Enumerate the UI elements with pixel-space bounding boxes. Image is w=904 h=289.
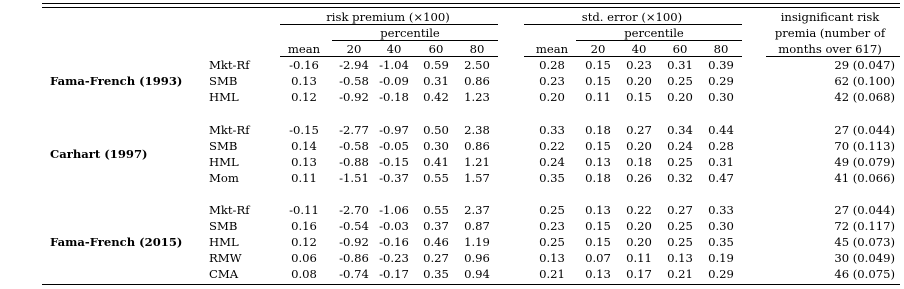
std-error-mean-cell: 0.23 bbox=[539, 219, 565, 233]
std-error-percentile-cell: 0.31 bbox=[708, 155, 734, 169]
insignificant-count-cell: 45 (0.073) bbox=[834, 235, 895, 249]
std-error-percentile-cell: 0.13 bbox=[585, 155, 611, 169]
std-error-percentile-cell: 0.35 bbox=[708, 235, 734, 249]
insignificant-count-cell: 29 (0.047) bbox=[834, 58, 895, 72]
risk-premium-rule bbox=[280, 24, 498, 25]
risk-premium-percentile-cell: -0.23 bbox=[379, 251, 409, 265]
risk-premium-percentile-cell: -0.37 bbox=[379, 171, 409, 185]
risk-premium-percentile-cell: -0.03 bbox=[379, 219, 409, 233]
header-bottom-rule-insig bbox=[766, 56, 900, 57]
factor-label: Mom bbox=[209, 171, 239, 185]
risk-premium-mean-cell: 0.16 bbox=[291, 219, 317, 233]
std-error-percentile-cell: 0.27 bbox=[667, 203, 693, 217]
risk-premium-mean-cell: 0.11 bbox=[291, 171, 317, 185]
risk-premium-percentile-cell: 0.50 bbox=[423, 123, 449, 137]
risk-premium-percentile-cell: -0.58 bbox=[339, 139, 369, 153]
std-error-percentile-cell: 0.33 bbox=[708, 203, 734, 217]
risk-premium-percentile-cell: -0.17 bbox=[379, 267, 409, 281]
col-rp-p40: 40 bbox=[386, 42, 402, 56]
risk-premium-percentile-cell: -2.94 bbox=[339, 58, 369, 72]
std-error-percentile-cell: 0.25 bbox=[667, 155, 693, 169]
risk-premium-percentile-cell: -0.92 bbox=[339, 235, 369, 249]
std-error-percentile-cell: 0.15 bbox=[585, 235, 611, 249]
risk-premium-percentile-cell: -2.70 bbox=[339, 203, 369, 217]
risk-premium-mean-cell: -0.11 bbox=[289, 203, 319, 217]
std-error-percentile-cell: 0.29 bbox=[708, 267, 734, 281]
risk-premium-mean-cell: 0.13 bbox=[291, 74, 317, 88]
col-rp-mean: mean bbox=[287, 42, 321, 56]
top-rule-second bbox=[42, 7, 900, 8]
risk-premium-percentile-cell: 0.86 bbox=[464, 139, 490, 153]
risk-premium-percentile-cell: -0.05 bbox=[379, 139, 409, 153]
std-error-percentile-cell: 0.34 bbox=[667, 123, 693, 137]
std-error-percentile-rule bbox=[576, 40, 742, 41]
std-error-mean-cell: 0.25 bbox=[539, 203, 565, 217]
std-error-percentile-cell: 0.31 bbox=[667, 58, 693, 72]
risk-premium-percentile-cell: -0.54 bbox=[339, 219, 369, 233]
std-error-rule bbox=[524, 24, 742, 25]
insignificant-header-line1: insignificant risk bbox=[780, 10, 880, 24]
risk-premium-percentile-cell: 2.38 bbox=[464, 123, 490, 137]
factor-label: HML bbox=[209, 235, 239, 249]
col-rp-p80: 80 bbox=[469, 42, 485, 56]
std-error-percentile-cell: 0.13 bbox=[667, 251, 693, 265]
insignificant-count-cell: 70 (0.113) bbox=[834, 139, 895, 153]
header-bottom-rule-se bbox=[524, 56, 742, 57]
std-error-percentile-cell: 0.15 bbox=[585, 139, 611, 153]
factor-label: Mkt-Rf bbox=[209, 123, 250, 137]
risk-premium-mean-cell: 0.12 bbox=[291, 235, 317, 249]
std-error-percentile-cell: 0.20 bbox=[667, 90, 693, 104]
std-error-percentile-cell: 0.21 bbox=[667, 267, 693, 281]
std-error-percentile-cell: 0.30 bbox=[708, 90, 734, 104]
risk-premium-percentile-cell: -0.58 bbox=[339, 74, 369, 88]
insignificant-count-cell: 42 (0.068) bbox=[834, 90, 895, 104]
std-error-mean-cell: 0.13 bbox=[539, 251, 565, 265]
risk-premium-percentile-cell: 0.96 bbox=[464, 251, 490, 265]
risk-premium-percentile-cell: 0.37 bbox=[423, 219, 449, 233]
std-error-percentile-cell: 0.28 bbox=[708, 139, 734, 153]
risk-premium-percentile-cell: -0.18 bbox=[379, 90, 409, 104]
risk-premium-header: risk premium (×100) bbox=[326, 10, 450, 24]
risk-premium-percentile-cell: 0.55 bbox=[423, 203, 449, 217]
risk-premium-percentile-label: percentile bbox=[380, 26, 440, 40]
col-rp-p20: 20 bbox=[346, 42, 362, 56]
header-bottom-rule bbox=[280, 56, 498, 57]
col-se-p40: 40 bbox=[631, 42, 647, 56]
std-error-percentile-cell: 0.20 bbox=[626, 139, 652, 153]
std-error-percentile-cell: 0.11 bbox=[585, 90, 611, 104]
std-error-percentile-cell: 0.32 bbox=[667, 171, 693, 185]
std-error-percentile-label: percentile bbox=[624, 26, 684, 40]
std-error-mean-cell: 0.28 bbox=[539, 58, 565, 72]
factor-label: HML bbox=[209, 90, 239, 104]
top-rule bbox=[42, 3, 900, 4]
risk-premium-mean-cell: 0.13 bbox=[291, 155, 317, 169]
std-error-percentile-cell: 0.13 bbox=[585, 267, 611, 281]
risk-premium-percentile-cell: -0.74 bbox=[339, 267, 369, 281]
std-error-percentile-cell: 0.30 bbox=[708, 219, 734, 233]
risk-premium-percentile-rule bbox=[332, 40, 498, 41]
std-error-mean-cell: 0.24 bbox=[539, 155, 565, 169]
risk-premium-mean-cell: 0.12 bbox=[291, 90, 317, 104]
risk-premium-percentile-cell: -0.97 bbox=[379, 123, 409, 137]
std-error-percentile-cell: 0.29 bbox=[708, 74, 734, 88]
col-se-p60: 60 bbox=[672, 42, 688, 56]
factor-label: Mkt-Rf bbox=[209, 203, 250, 217]
risk-premium-percentile-cell: 0.27 bbox=[423, 251, 449, 265]
std-error-percentile-cell: 0.44 bbox=[708, 123, 734, 137]
risk-premium-percentile-cell: 0.94 bbox=[464, 267, 490, 281]
risk-premium-percentile-cell: 0.59 bbox=[423, 58, 449, 72]
model-label: Carhart (1997) bbox=[50, 147, 148, 161]
risk-premium-percentile-cell: 0.87 bbox=[464, 219, 490, 233]
std-error-percentile-cell: 0.15 bbox=[626, 90, 652, 104]
std-error-percentile-cell: 0.18 bbox=[585, 123, 611, 137]
risk-premium-percentile-cell: 0.42 bbox=[423, 90, 449, 104]
std-error-percentile-cell: 0.25 bbox=[667, 74, 693, 88]
insignificant-count-cell: 62 (0.100) bbox=[834, 74, 895, 88]
insignificant-count-cell: 41 (0.066) bbox=[834, 171, 895, 185]
insignificant-count-cell: 27 (0.044) bbox=[834, 123, 895, 137]
std-error-percentile-cell: 0.15 bbox=[585, 58, 611, 72]
risk-premium-percentile-cell: 0.30 bbox=[423, 139, 449, 153]
risk-premium-percentile-cell: 0.31 bbox=[423, 74, 449, 88]
risk-premium-mean-cell: 0.08 bbox=[291, 267, 317, 281]
risk-premium-percentile-cell: 0.35 bbox=[423, 267, 449, 281]
insignificant-header-line3: months over 617) bbox=[778, 42, 882, 56]
std-error-percentile-cell: 0.07 bbox=[585, 251, 611, 265]
risk-premium-percentile-cell: 0.41 bbox=[423, 155, 449, 169]
insignificant-count-cell: 27 (0.044) bbox=[834, 203, 895, 217]
std-error-percentile-cell: 0.26 bbox=[626, 171, 652, 185]
std-error-mean-cell: 0.25 bbox=[539, 235, 565, 249]
risk-premium-percentile-cell: 0.46 bbox=[423, 235, 449, 249]
std-error-percentile-cell: 0.17 bbox=[626, 267, 652, 281]
col-se-mean: mean bbox=[535, 42, 569, 56]
std-error-percentile-cell: 0.11 bbox=[626, 251, 652, 265]
std-error-percentile-cell: 0.23 bbox=[626, 58, 652, 72]
std-error-percentile-cell: 0.22 bbox=[626, 203, 652, 217]
risk-premium-percentile-cell: -0.86 bbox=[339, 251, 369, 265]
risk-premium-percentile-cell: 1.23 bbox=[464, 90, 490, 104]
insignificant-header-line2: premia (number of bbox=[774, 26, 886, 40]
risk-premium-percentile-cell: -1.04 bbox=[379, 58, 409, 72]
factor-label: SMB bbox=[209, 139, 238, 153]
risk-premium-percentile-cell: -0.92 bbox=[339, 90, 369, 104]
std-error-percentile-cell: 0.39 bbox=[708, 58, 734, 72]
col-rp-p60: 60 bbox=[428, 42, 444, 56]
std-error-percentile-cell: 0.13 bbox=[585, 203, 611, 217]
factor-label: Mkt-Rf bbox=[209, 58, 250, 72]
risk-premium-mean-cell: -0.16 bbox=[289, 58, 319, 72]
risk-premium-percentile-cell: 1.57 bbox=[464, 171, 490, 185]
std-error-mean-cell: 0.35 bbox=[539, 171, 565, 185]
std-error-percentile-cell: 0.24 bbox=[667, 139, 693, 153]
std-error-mean-cell: 0.21 bbox=[539, 267, 565, 281]
std-error-percentile-cell: 0.25 bbox=[667, 235, 693, 249]
insignificant-count-cell: 30 (0.049) bbox=[834, 251, 895, 265]
std-error-percentile-cell: 0.15 bbox=[585, 219, 611, 233]
risk-premium-percentile-cell: 1.19 bbox=[464, 235, 490, 249]
model-label: Fama-French (2015) bbox=[50, 235, 183, 249]
std-error-percentile-cell: 0.47 bbox=[708, 171, 734, 185]
factor-label: HML bbox=[209, 155, 239, 169]
risk-premium-percentile-cell: -0.88 bbox=[339, 155, 369, 169]
std-error-mean-cell: 0.20 bbox=[539, 90, 565, 104]
factor-label: RMW bbox=[209, 251, 242, 265]
std-error-mean-cell: 0.23 bbox=[539, 74, 565, 88]
risk-premium-percentile-cell: 1.21 bbox=[464, 155, 490, 169]
risk-premium-percentile-cell: 2.37 bbox=[464, 203, 490, 217]
model-label: Fama-French (1993) bbox=[50, 74, 183, 88]
std-error-percentile-cell: 0.20 bbox=[626, 235, 652, 249]
std-error-percentile-cell: 0.25 bbox=[667, 219, 693, 233]
risk-premium-percentile-cell: -0.15 bbox=[379, 155, 409, 169]
std-error-percentile-cell: 0.15 bbox=[585, 74, 611, 88]
std-error-header: std. error (×100) bbox=[581, 10, 683, 24]
insignificant-count-cell: 72 (0.117) bbox=[834, 219, 895, 233]
risk-premium-percentile-cell: 2.50 bbox=[464, 58, 490, 72]
risk-premium-percentile-cell: -0.16 bbox=[379, 235, 409, 249]
col-se-p20: 20 bbox=[590, 42, 606, 56]
insignificant-count-cell: 49 (0.079) bbox=[834, 155, 895, 169]
std-error-percentile-cell: 0.20 bbox=[626, 219, 652, 233]
factor-label: CMA bbox=[209, 267, 239, 281]
risk-premium-percentile-cell: -0.09 bbox=[379, 74, 409, 88]
risk-premium-percentile-cell: -1.06 bbox=[379, 203, 409, 217]
risk-premium-percentile-cell: 0.55 bbox=[423, 171, 449, 185]
factor-label: SMB bbox=[209, 219, 238, 233]
std-error-percentile-cell: 0.27 bbox=[626, 123, 652, 137]
col-se-p80: 80 bbox=[713, 42, 729, 56]
std-error-mean-cell: 0.22 bbox=[539, 139, 565, 153]
factor-label: SMB bbox=[209, 74, 238, 88]
std-error-percentile-cell: 0.20 bbox=[626, 74, 652, 88]
insignificant-count-cell: 46 (0.075) bbox=[834, 267, 895, 281]
std-error-percentile-cell: 0.18 bbox=[626, 155, 652, 169]
std-error-percentile-cell: 0.18 bbox=[585, 171, 611, 185]
risk-premium-percentile-cell: -1.51 bbox=[339, 171, 369, 185]
std-error-percentile-cell: 0.19 bbox=[708, 251, 734, 265]
risk-premium-mean-cell: -0.15 bbox=[289, 123, 319, 137]
std-error-mean-cell: 0.33 bbox=[539, 123, 565, 137]
risk-premium-mean-cell: 0.06 bbox=[291, 251, 317, 265]
risk-premium-percentile-cell: -2.77 bbox=[339, 123, 369, 137]
risk-premium-percentile-cell: 0.86 bbox=[464, 74, 490, 88]
bottom-rule bbox=[42, 284, 900, 285]
risk-premium-mean-cell: 0.14 bbox=[291, 139, 317, 153]
